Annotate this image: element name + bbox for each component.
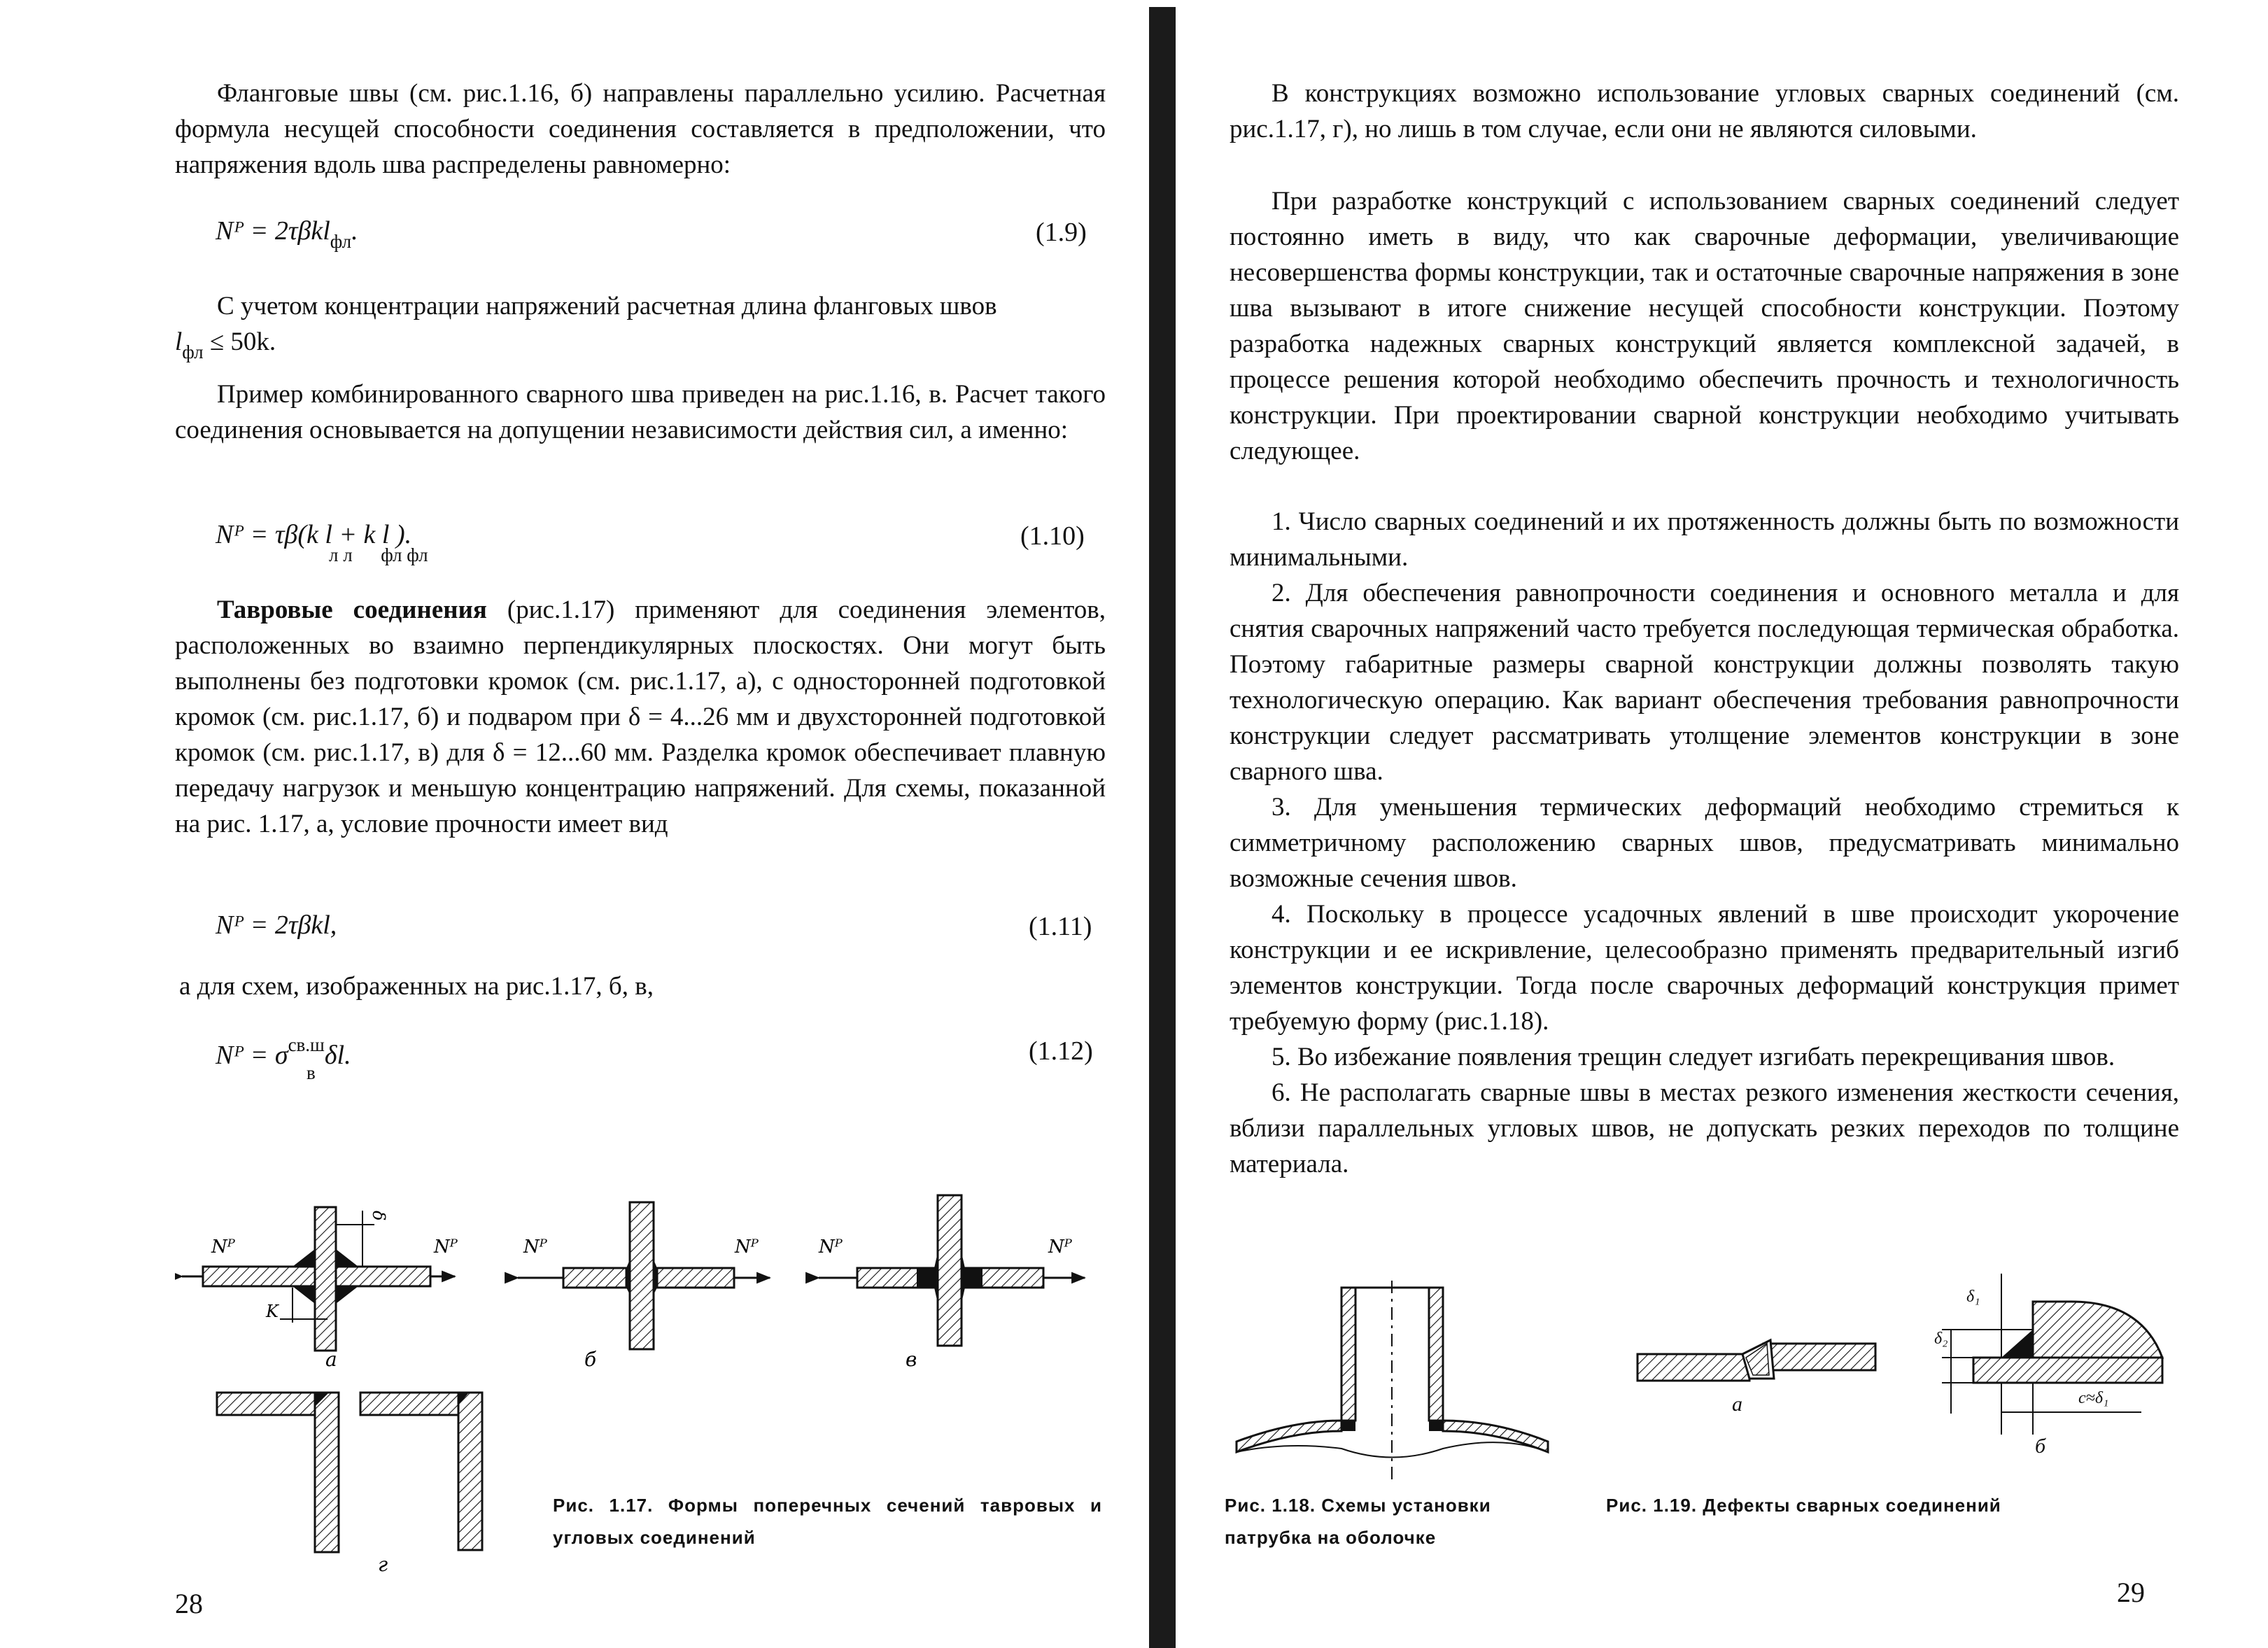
figure-1-17-g-label: г xyxy=(378,1553,388,1575)
figure-1-18-caption: Рис. 1.18. Схемы установки патрубка на оболочке xyxy=(1225,1495,1491,1548)
figure-1-17-v-label-np-right: Nᴾ xyxy=(1048,1237,1072,1258)
page-number-right: 29 xyxy=(2117,1577,2145,1608)
formula-1-12: Nᴾ = $\sigma^{св.ш}\delta l$. xyxy=(216,1034,351,1070)
figure-1-17-b-label-np-left: Nᴾ xyxy=(523,1237,547,1258)
figure-1-17-a-label-k: K xyxy=(266,1302,279,1321)
left-paragraph-3: Пример комбинированного сварного шва приведен на рис.1.16, в. Расчет такого соединения основывается на допущении независимости действия сил, а именно: xyxy=(175,380,1106,444)
figure-1-17-a-label-np-left: Nᴾ xyxy=(211,1237,235,1258)
figure-1-19-drawing xyxy=(1610,1274,2169,1484)
formula-1-12-subscript: в xyxy=(307,1062,316,1083)
figure-1-17-caption: Рис. 1.17. Формы поперечных сечений тавровых и угловых соединений xyxy=(553,1495,1102,1548)
right-paragraph-2: При разработке конструкций с использованием сварных соединений следует постоянно иметь в виду, что как сварочные деформации, увеличивающие несовершенства формы конструкции, так и остаточные сварочные напряжения в зоне шва вызывают в итоге снижение несущей способности конструкции. Поэтому разработка надежных сварных конструкций является комплексной задачей, в процессе решения которой необходимо обеспечить прочность и технологичность конструкции. При проектировании сварной конструкции необходимо учитывать следующее. xyxy=(1230,187,2179,465)
figure-1-17-g xyxy=(217,1393,482,1552)
figure-1-17-a xyxy=(182,1207,455,1351)
list-item: 1. Число сварных соединений и их протяженность должны быть по возможности минимальными. xyxy=(1230,507,2179,572)
formula-1-10-subscripts: л л фл фл xyxy=(329,544,428,565)
right-page xyxy=(1190,0,2268,1648)
figure-1-17-a-label-delta: δ xyxy=(369,1211,388,1221)
equation-number-1-9: (1.9) xyxy=(1036,218,1087,247)
figure-1-17-v xyxy=(819,1195,1085,1346)
left-paragraph-4: Тавровые соединения (рис.1.17) применяют для соединения элементов, расположенных во взаимно перпендикулярных плоскостях. Они могут быть выполнены без подготовки кромок (см. рис.1.17, а), с односторонней подготовкой кромок (см. рис.1.17, б) и подваром при δ = 4...26 мм и двухсторонней подготовкой кромок (см. рис.1.17, в) для δ = 12...60 мм. Разделка кромок обеспечивает плавную передачу нагрузок и меньшую концентрацию напряжений. Для схемы, показанной на рис. 1.17, а, условие прочности имеет вид xyxy=(175,596,1106,838)
figure-1-17-a-label: а xyxy=(325,1348,337,1371)
figure-1-19-label-c: c≈δ₁ xyxy=(2078,1389,2109,1407)
right-paragraph-1: В конструкциях возможно использование угловых сварных соединений (см. рис.1.17, г), но лишь в том случае, если они не являются силовыми. xyxy=(1230,79,2179,143)
figure-1-19-label-a: а xyxy=(1732,1393,1742,1416)
list-item: 5. Во избежание появления трещин следует изгибать перекрещивания швов. xyxy=(1272,1043,2115,1071)
figure-1-18-drawing xyxy=(1230,1281,1558,1491)
figure-1-19 xyxy=(1610,1274,2169,1484)
left-paragraph-5: а для схем, изображенных на рис.1.17, б, в, xyxy=(179,972,654,1001)
figure-1-17-a-label-np-right: Nᴾ xyxy=(434,1237,458,1258)
figure-1-17-b xyxy=(518,1202,770,1349)
figure-1-17-b-label-np-right: Nᴾ xyxy=(735,1237,759,1258)
formula-1-10: Nᴾ = τβ(k l + k l ). xyxy=(216,520,412,549)
equation-number-1-11: (1.11) xyxy=(1029,912,1092,941)
list-item: 2. Для обеспечения равнопрочности соединения и основного металла и для снятия сварочных напряжений часто требуется последующая термическая обработка. Поэтому габаритные размеры сварной конструкции должны позволять такую технологическую операцию. Как вариант обеспечения требования равнопрочности конструкции следует рассматривать утолщение элементов конструкции в зоне сварного шва. xyxy=(1230,579,2179,786)
formula-1-9: Nᴾ = 2τβkl$_{фл}$. xyxy=(216,216,358,252)
figure-1-19-caption: Рис. 1.19. Дефекты сварных соединений xyxy=(1606,1495,2001,1516)
book-spine-shadow xyxy=(1149,7,1176,1648)
figure-1-19-label-b: б xyxy=(2035,1435,2046,1458)
figure-1-17-v-label-np-left: Nᴾ xyxy=(819,1237,843,1258)
figure-1-18 xyxy=(1230,1281,1558,1491)
right-list xyxy=(1230,504,2179,1182)
figure-1-19-label-delta1: δ₁ xyxy=(1966,1288,1980,1306)
list-item: 4. Поскольку в процессе усадочных явлений в шве происходит укорочение конструкции и ее искривление, целесообразно применять предварительный изгиб элементов конструкции. Тогда после сварочных деформаций конструкция примет требуемую форму (рис.1.18). xyxy=(1230,900,2179,1036)
equation-number-1-10: (1.10) xyxy=(1020,521,1085,551)
equation-number-1-12: (1.12) xyxy=(1029,1036,1093,1066)
page-number-left: 28 xyxy=(175,1588,203,1619)
list-item: 3. Для уменьшения термических деформаций необходимо стремиться к симметричному расположению сварных швов, предусматривать минимально возможные сечения швов. xyxy=(1230,793,2179,893)
left-paragraph-2: С учетом концентрации напряжений расчетная длина фланговых швов $l_{фл} \le 50k$. xyxy=(175,292,997,362)
left-paragraph-1: Фланговые швы (см. рис.1.16, б) направлены параллельно усилию. Расчетная формула несущей способности соединения составляется в предположении, что напряжения вдоль шва распределены равномерно: xyxy=(175,79,1106,179)
figure-1-17-b-label: б xyxy=(584,1348,597,1371)
figure-1-17-v-label: в xyxy=(906,1348,917,1371)
figure-1-19-label-delta2: δ₂ xyxy=(1934,1330,1948,1348)
list-item: 6. Не располагать сварные швы в местах резкого изменения жесткости сечения, вблизи параллельных угловых швов, не допускать резких переходов по толщине материала. xyxy=(1230,1078,2179,1178)
formula-1-11: Nᴾ = 2τβkl, xyxy=(216,910,337,940)
